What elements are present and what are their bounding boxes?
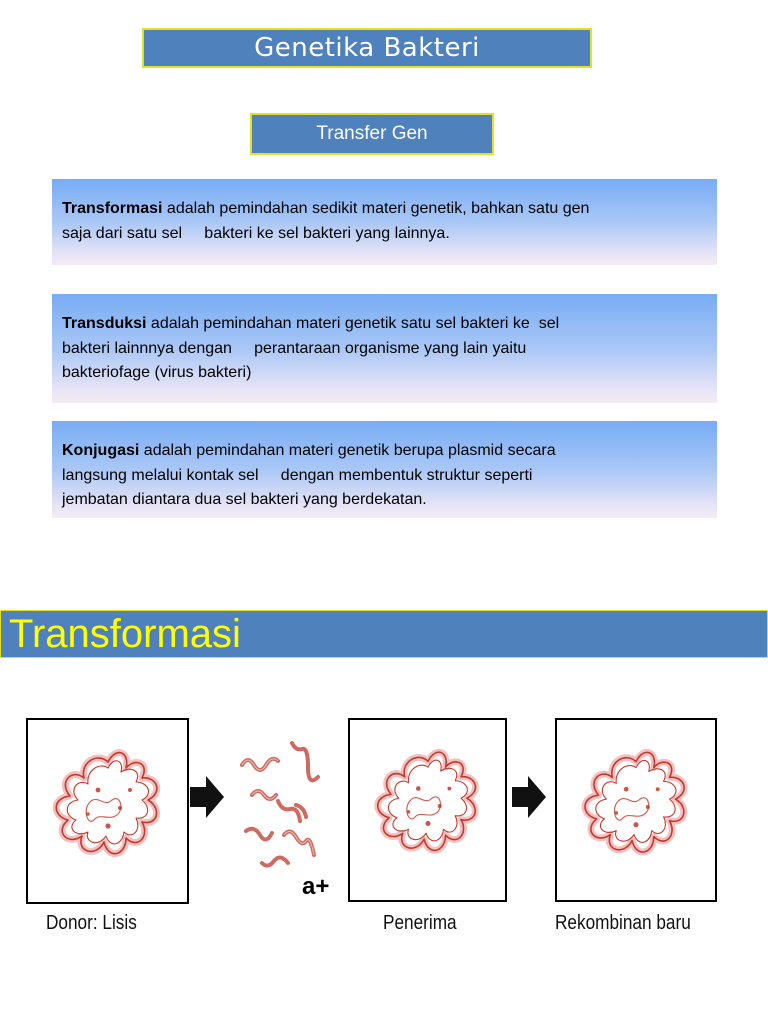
term-label: Konjugasi [62,442,140,459]
definition-text: bakteriofage (virus bakteri) [62,364,252,381]
donor-cell-panel [26,718,189,904]
recombinant-cell-panel [555,718,717,902]
definition-transformasi [52,179,717,265]
recipient-cell-panel [348,718,507,902]
definition-text: adalah pemindahan materi genetik satu sel bakteri ke sel [146,315,560,332]
section-banner: Transformasi [0,610,768,658]
definition-konjugasi [52,421,717,518]
bacterium-illustration [360,738,496,874]
bacterium-illustration [567,738,705,876]
definition-text: langsung melalui kontak sel dengan membentuk struktur seperti [62,466,533,484]
arrow-right-icon [190,776,224,818]
term-label: Transduksi [62,315,147,332]
definition-text: bakteri lainnnya dengan perantaraan organisme yang lain yaitu [62,339,527,357]
definition-transduksi [52,294,717,403]
term-label: Transformasi [62,200,163,217]
caption-recombinant: Rekombinan baru [555,912,691,934]
section-subtitle: Transfer Gen [250,113,494,155]
caption-recipient: Penerima [383,912,457,934]
fragment-label: a+ [302,873,330,900]
caption-donor: Donor: Lisis [46,912,137,934]
bacterium-illustration [38,738,178,878]
definition-text: adalah pemindahan sedikit materi genetik, bahkan satu gen [162,200,590,217]
arrow-right-icon [512,776,546,818]
page-title: Genetika Bakteri [142,28,592,68]
definition-text: jembatan diantara dua sel bakteri yang berdekatan. [62,491,427,508]
definition-text: adalah pemindahan materi genetik berupa plasmid secara [139,442,556,459]
definition-text: saja dari satu sel bakteri ke sel bakteri yang lainnya. [62,224,450,242]
dna-fragments-illustration [232,735,332,885]
